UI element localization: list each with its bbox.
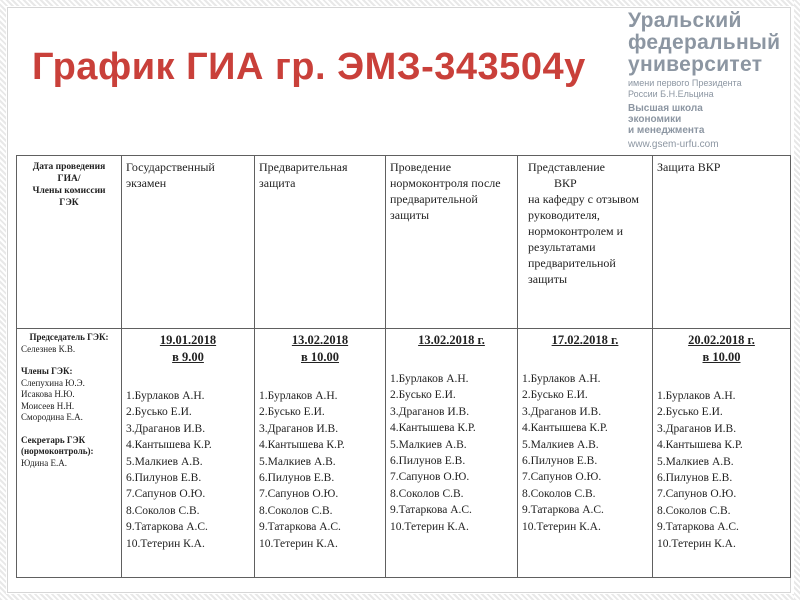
member-name: Смородина Е.А. bbox=[21, 412, 83, 422]
list-item: 2.Бусько Е.И. bbox=[522, 389, 588, 402]
schedule-table bbox=[16, 155, 791, 578]
list-item: 7.Сапунов О.Ю. bbox=[259, 488, 339, 501]
logo-line-4: имени первого Президента bbox=[628, 78, 742, 88]
list-item: 1.Бурлаков А.Н. bbox=[390, 373, 469, 385]
list-item: 6.Пилунов Е.В. bbox=[259, 472, 335, 485]
list-item: 8.Соколов С.В. bbox=[259, 504, 333, 517]
list-item: 3.Драганов И.В. bbox=[259, 422, 339, 435]
list-item: 10.Тетерин К.А. bbox=[259, 537, 338, 550]
list-item: 8.Соколов С.В. bbox=[522, 487, 596, 500]
logo-line-1: Уральский bbox=[628, 9, 742, 32]
list-item: 9.Татаркова А.С. bbox=[522, 504, 604, 517]
event-date bbox=[390, 332, 513, 349]
list-item: 10.Тетерин К.А. bbox=[522, 520, 601, 533]
header-label: Государственный экзамен bbox=[126, 160, 215, 190]
student-list bbox=[126, 388, 250, 552]
submission-cell bbox=[518, 329, 653, 578]
member-name: Моисеев Н.Н. bbox=[21, 400, 75, 411]
list-item: 6.Пилунов Е.В. bbox=[657, 472, 733, 485]
pre-defense-cell bbox=[255, 329, 386, 578]
logo-url: www.gsem-urfu.com bbox=[628, 139, 719, 150]
list-item: 6.Пилунов Е.В. bbox=[522, 455, 598, 468]
list-item: 1.Бурлаков А.Н. bbox=[657, 390, 736, 402]
list-item: 3.Драганов И.В. bbox=[390, 405, 470, 418]
logo-line-3: университет bbox=[628, 53, 763, 76]
event-time-value: в 9.00 bbox=[172, 350, 204, 364]
norm-control-cell bbox=[386, 329, 518, 578]
list-item: 4.Кантышева К.Р. bbox=[126, 439, 212, 452]
list-item: 4.Кантышева К.Р. bbox=[657, 439, 743, 452]
event-date-value: 13.02.2018 bbox=[291, 333, 349, 347]
student-list bbox=[657, 388, 786, 552]
list-item: 3.Драганов И.В. bbox=[657, 422, 737, 435]
list-item: 4.Кантышева К.Р. bbox=[390, 422, 476, 435]
list-item: 2.Бусько Е.И. bbox=[259, 406, 325, 419]
event-date bbox=[522, 332, 648, 349]
list-item: 2.Бусько Е.И. bbox=[657, 406, 723, 419]
event-date-value: 17.02.2018 г. bbox=[551, 333, 619, 347]
list-item: 10.Тетерин К.А. bbox=[390, 520, 469, 533]
list-item: 7.Сапунов О.Ю. bbox=[390, 471, 470, 484]
chair-name: Селезнев К.В. bbox=[21, 343, 76, 354]
commission-cell bbox=[17, 329, 122, 578]
logo-hse-1: Высшая школа bbox=[628, 103, 703, 114]
student-list bbox=[259, 388, 381, 552]
header-pre-defense bbox=[255, 156, 386, 329]
event-date-value: 13.02.2018 г. bbox=[418, 333, 485, 347]
list-item: 2.Бусько Е.И. bbox=[126, 406, 192, 419]
list-item: 5.Малкиев А.В. bbox=[522, 438, 599, 451]
header-label: Предварительная защита bbox=[259, 160, 348, 190]
list-item: 8.Соколов С.В. bbox=[390, 487, 464, 500]
logo-line-2: федеральный bbox=[628, 31, 781, 54]
logo-hse-2: экономики bbox=[628, 114, 682, 125]
list-item: 9.Татаркова А.С. bbox=[259, 521, 341, 534]
list-item: 8.Соколов С.В. bbox=[657, 504, 731, 517]
list-item: 6.Пилунов Е.В. bbox=[126, 472, 202, 485]
header-label: Представление bbox=[528, 160, 605, 174]
list-item: 5.Малкиев А.В. bbox=[259, 455, 336, 468]
list-item: 4.Кантышева К.Р. bbox=[522, 422, 608, 435]
student-list bbox=[522, 371, 648, 535]
defense-cell bbox=[653, 329, 791, 578]
state-exam-cell bbox=[122, 329, 255, 578]
page-title: График ГИА гр. ЭМЗ-343504у bbox=[32, 46, 586, 88]
list-item: 9.Татаркова А.С. bbox=[657, 521, 739, 534]
list-item: 1.Бурлаков А.Н. bbox=[126, 390, 205, 402]
event-date-value: 20.02.2018 г. bbox=[688, 333, 755, 347]
slide-frame-left bbox=[0, 0, 6, 600]
header-label: на кафедру с отзывом руководителя, нормоконтролем и результатами предварительной защиты bbox=[528, 192, 639, 286]
list-item: 7.Сапунов О.Ю. bbox=[522, 471, 602, 484]
header-corner-line: ГЭК bbox=[59, 198, 79, 208]
secretary-name: Юдина Е.А. bbox=[21, 457, 67, 468]
slide-frame-right bbox=[794, 0, 800, 600]
list-item: 1.Бурлаков А.Н. bbox=[522, 373, 601, 385]
header-label: Защита ВКР bbox=[657, 160, 721, 174]
header-corner-cell bbox=[17, 156, 122, 329]
list-item: 1.Бурлаков А.Н. bbox=[259, 390, 338, 402]
header-submission bbox=[518, 156, 653, 329]
table-header-row bbox=[17, 156, 791, 329]
list-item: 6.Пилунов Е.В. bbox=[390, 455, 466, 468]
header-corner-line: Члены комиссии bbox=[32, 186, 106, 196]
list-item: 7.Сапунов О.Ю. bbox=[657, 488, 737, 501]
header-norm-control bbox=[386, 156, 518, 329]
list-item: 9.Татаркова А.С. bbox=[390, 504, 472, 517]
chair-role: Председатель ГЭК: bbox=[29, 332, 109, 342]
header-label: Проведение нормоконтроля после предварительной защиты bbox=[390, 160, 501, 222]
header-defense bbox=[653, 156, 791, 329]
header-label: ВКР bbox=[554, 176, 577, 190]
slide-frame-top bbox=[0, 0, 800, 6]
member-name: Слепухина Ю.Э. bbox=[21, 377, 85, 388]
logo-hse-3: и менеджмента bbox=[628, 125, 705, 136]
header-corner-line: ГИА/ bbox=[57, 174, 81, 184]
list-item: 3.Драганов И.В. bbox=[126, 422, 206, 435]
member-name: Исакова Н.Ю. bbox=[21, 389, 75, 399]
event-time-value: в 10.00 bbox=[702, 350, 741, 364]
list-item: 7.Сапунов О.Ю. bbox=[126, 488, 206, 501]
slide-frame-bottom bbox=[0, 594, 800, 600]
list-item: 3.Драганов И.В. bbox=[522, 405, 602, 418]
student-list bbox=[390, 371, 513, 535]
list-item: 5.Малкиев А.В. bbox=[126, 455, 203, 468]
event-date bbox=[126, 332, 250, 366]
list-item: 10.Тетерин К.А. bbox=[657, 537, 736, 550]
secretary-role: Секретарь ГЭК (нормоконтроль): bbox=[21, 434, 94, 456]
header-corner-line: Дата проведения bbox=[32, 162, 106, 172]
list-item: 10.Тетерин К.А. bbox=[126, 537, 205, 550]
list-item: 2.Бусько Е.И. bbox=[390, 389, 456, 402]
members-role: Члены ГЭК: bbox=[21, 366, 73, 376]
list-item: 8.Соколов С.В. bbox=[126, 504, 200, 517]
university-logo bbox=[628, 8, 781, 152]
header-state-exam bbox=[122, 156, 255, 329]
event-date bbox=[259, 332, 381, 366]
list-item: 5.Малкиев А.В. bbox=[657, 455, 734, 468]
list-item: 9.Татаркова А.С. bbox=[126, 521, 208, 534]
list-item: 4.Кантышева К.Р. bbox=[259, 439, 345, 452]
event-date bbox=[657, 332, 786, 366]
event-time-value: в 10.00 bbox=[300, 350, 339, 364]
list-item: 5.Малкиев А.В. bbox=[390, 438, 467, 451]
logo-line-5: России Б.Н.Ельцина bbox=[628, 89, 714, 99]
event-date-value: 19.01.2018 bbox=[159, 333, 217, 347]
table-row bbox=[17, 329, 791, 578]
